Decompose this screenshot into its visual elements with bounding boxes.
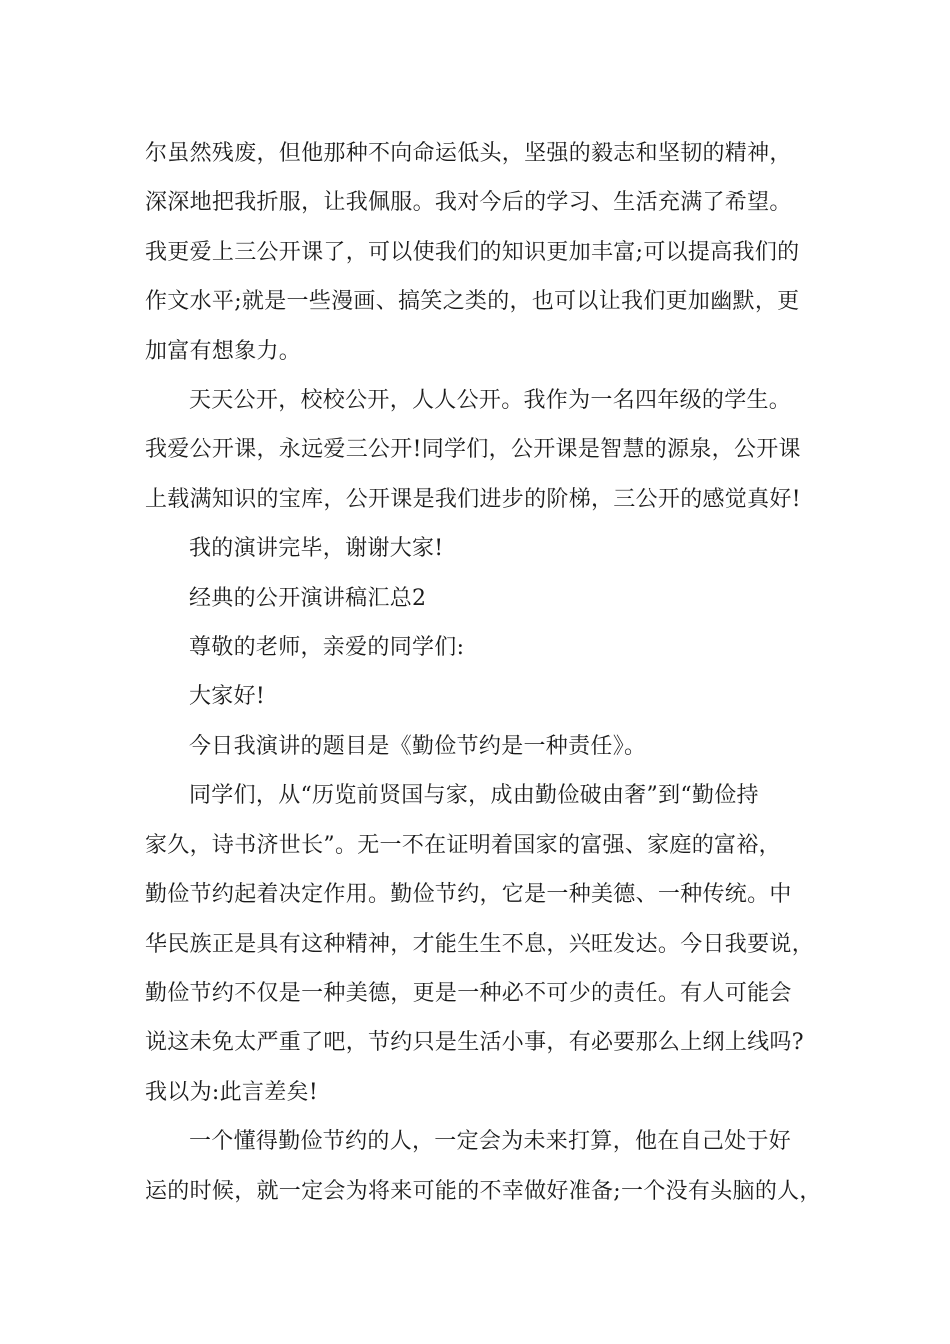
text-line: 天天公开，校校公开，人人公开。我作为一名四年级的学生。 <box>189 388 792 414</box>
salutation <box>145 623 825 672</box>
text-line: 尔虽然残废，但他那种不向命运低头，坚强的毅志和坚韧的精神， <box>145 141 792 166</box>
text-line: 家久，诗书济世长”。无一不在证明着国家的富强、家庭的富裕， <box>145 832 781 858</box>
text-line: 经典的公开演讲稿汇总2 <box>189 585 427 611</box>
document-body <box>145 129 825 1216</box>
text-line: 我更爱上三公开课了，可以使我们的知识更加丰富;可以提高我们的 <box>145 239 800 265</box>
paragraph <box>145 524 825 573</box>
paragraph <box>145 1117 825 1216</box>
text-line: 今日我演讲的题目是《勤俭节约是一种责任》。 <box>189 733 647 759</box>
text-line: 大家好! <box>189 684 266 710</box>
text-line: 一个懂得勤俭节约的人，一定会为未来打算，他在自己处于好 <box>189 1129 792 1155</box>
paragraph <box>145 722 825 771</box>
text-line: 同学们，从“历览前贤国与家，成由勤俭破由奢”到“勤俭持 <box>189 783 759 809</box>
text-line: 尊敬的老师，亲爱的同学们: <box>189 635 465 661</box>
text-line: 我爱公开课，永远爱三公开!同学们，公开课是智慧的源泉，公开课 <box>145 437 801 463</box>
section-title <box>145 574 825 623</box>
paragraph <box>145 129 825 376</box>
text-line: 勤俭节约不仅是一种美德，更是一种必不可少的责任。有人可能会 <box>145 980 792 1006</box>
text-line: 作文水平;就是一些漫画、搞笑之类的，也可以让我们更加幽默，更 <box>145 289 800 315</box>
text-line: 华民族正是具有这种精神，才能生生不息，兴旺发达。今日我要说， <box>145 931 815 957</box>
paragraph <box>145 771 825 1117</box>
text-line: 我以为:此言差矣! <box>145 1079 318 1105</box>
text-line: 深深地把我折服，让我佩服。我对今后的学习、生活充满了希望。 <box>145 190 792 216</box>
text-line: 说这未免太严重了吧，节约只是生活小事，有必要那么上纲上线吗? <box>145 1030 804 1056</box>
text-line: 勤俭节约起着决定作用。勤俭节约，它是一种美德、一种传统。中 <box>145 882 792 908</box>
text-line: 上载满知识的宝库，公开课是我们进步的阶梯，三公开的感觉真好! <box>145 486 801 512</box>
paragraph <box>145 376 825 524</box>
greeting <box>145 672 825 721</box>
text-line: 加富有想象力。 <box>145 338 302 364</box>
text-line: 运的时候，就一定会为将来可能的不幸做好准备;一个没有头脑的人， <box>145 1178 822 1204</box>
text-line: 我的演讲完毕，谢谢大家! <box>189 536 444 562</box>
